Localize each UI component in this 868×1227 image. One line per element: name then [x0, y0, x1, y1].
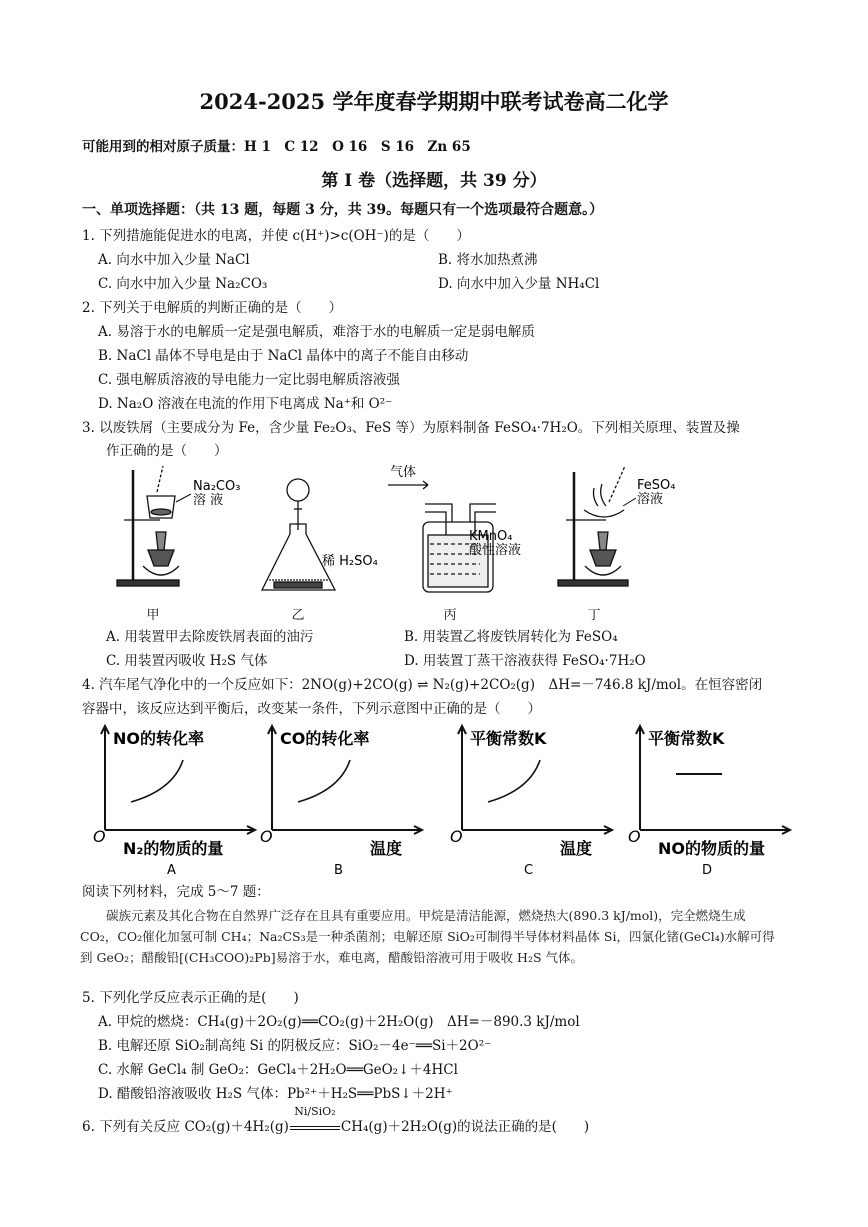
- q5-option-d: D. 醋酸铅溶液吸收 H₂S 气体：Pb²⁺＋H₂S══PbS↓＋2H⁺: [98, 1086, 453, 1102]
- q3-option-b: B. 用装置乙将废铁屑转化为 FeSO₄: [404, 629, 618, 645]
- graph-D-caption: D: [702, 863, 713, 878]
- graph-B-xlabel: 温度: [370, 839, 403, 858]
- graph-B-caption: B: [334, 863, 343, 878]
- q2-option-d: D. Na₂O 溶液在电流的作用下电离成 Na⁺和 O²⁻: [98, 396, 393, 412]
- q6-suffix: CH₄(g)＋2H₂O(g)的说法正确的是( ): [340, 1119, 590, 1135]
- q3-apparatus-figure: [0, 462, 868, 622]
- q5-option-a: A. 甲烷的燃烧：CH₄(g)＋2O₂(g)══CO₂(g)＋2H₂O(g) ΔH=－890.3 kJ/mol: [98, 1014, 580, 1030]
- caption-bing: 丙: [443, 608, 457, 623]
- graph-D-origin: O: [628, 827, 641, 846]
- graph-C-caption: C: [524, 863, 534, 878]
- apparatus-ding: [558, 466, 628, 586]
- caption-jia: 甲: [146, 608, 160, 623]
- q1-option-b: B. 将水加热煮沸: [438, 252, 538, 268]
- label-h2so4: 稀 H₂SO₄: [322, 554, 378, 569]
- q6-catalyst: Ni/SiO₂: [294, 1105, 336, 1118]
- caption-ding: 丁: [587, 608, 601, 623]
- q4-stem-line1: 4. 汽车尾气净化中的一个反应如下：2NO(g)+2CO(g) ⇌ N₂(g)+2CO₂(g) ΔH=－746.8 kJ/mol。在恒容密闭: [82, 677, 763, 693]
- graph-B-ylabel: CO的转化率: [280, 729, 370, 748]
- apparatus-jia: [117, 466, 179, 586]
- apparatus-yi: [262, 479, 335, 590]
- q2-option-b: B. NaCl 晶体不导电是由于 NaCl 晶体中的离子不能自由移动: [98, 348, 469, 364]
- section-title: 第 I 卷（选择题，共 39 分）: [321, 171, 547, 191]
- graph-C-origin: O: [450, 827, 463, 846]
- graph-A-xlabel: N₂的物质的量: [123, 839, 224, 858]
- q5-stem: 5. 下列化学反应表示正确的是( ): [82, 990, 299, 1006]
- graph-A-ylabel: NO的转化率: [113, 729, 204, 748]
- q3-stem-line1: 3. 以废铁屑（主要成分为 Fe，含少量 Fe₂O₃、FeS 等）为原料制备 FeSO₄·7H₂O。下列相关原理、装置及操: [82, 420, 740, 436]
- q3-stem-line2: 作正确的是（ ）: [106, 443, 228, 459]
- label-acid-solution: 酸性溶液: [469, 543, 522, 558]
- q1-option-a: A. 向水中加入少量 NaCl: [98, 252, 250, 268]
- q3-option-d: D. 用装置丁蒸干溶液获得 FeSO₄·7H₂O: [404, 653, 646, 669]
- q5-option-b: B. 电解还原 SiO₂制高纯 Si 的阴极反应：SiO₂－4e⁻══Si＋2O²⁻: [98, 1038, 492, 1054]
- q4-stem-line2: 容器中，该反应达到平衡后，改变某一条件，下列示意图中正确的是（ ）: [82, 701, 541, 717]
- label-feso4: FeSO₄: [637, 478, 676, 493]
- label-feso4-solution: 溶液: [637, 492, 664, 507]
- q3-option-a: A. 用装置甲去除废铁屑表面的油污: [106, 629, 314, 645]
- graph-D-ylabel: 平衡常数K: [648, 729, 725, 748]
- q1-stem: 1. 下列措施能促进水的电离，并使 c(H⁺)>c(OH⁻)的是（ ）: [82, 228, 470, 244]
- q2-option-a: A. 易溶于水的电解质一定是强电解质，难溶于水的电解质一定是弱电解质: [98, 324, 535, 340]
- graph-B-curve: [298, 760, 350, 802]
- q2-option-c: C. 强电解质溶液的导电能力一定比弱电解质溶液强: [98, 372, 400, 388]
- q1-option-c: C. 向水中加入少量 Na₂CO₃: [98, 276, 268, 292]
- exam-title: 2024-2025 学年度春学期期中联考试卷高二化学: [199, 89, 669, 114]
- q6-prefix: 6. 下列有关反应 CO₂(g)＋4H₂(g): [82, 1119, 289, 1135]
- q2-stem: 2. 下列关于电解质的判断正确的是（ ）: [82, 300, 343, 316]
- reading-intro: 阅读下列材料，完成 5～7 题：: [82, 884, 270, 900]
- graph-A-origin: O: [93, 827, 106, 846]
- label-na2co3: Na₂CO₃: [193, 479, 241, 494]
- label-qiti: 气体: [390, 465, 417, 480]
- reading-material: 碳族元素及其化合物在自然界广泛存在且具有重要应用。甲烷是清洁能源，燃烧热大(890.3 kJ/mol)，完全燃烧生成 CO₂，CO₂催化加氢可制 CH₄；Na₂CS₃是一种杀菌剂；电解还原 SiO₂可制得半导体材料晶体 Si，四氯化锗(GeCl₄)水解可得到 GeO₂；醋酸铅[(CH₃COO)₂Pb]易溶于水，难电离，醋酸铅溶液可用于吸收 H₂S 气体。: [80, 908, 775, 965]
- graph-C-ylabel: 平衡常数K: [470, 729, 547, 748]
- graph-C-curve: [488, 760, 540, 802]
- graph-C-xlabel: 温度: [560, 839, 593, 858]
- q5-option-c: C. 水解 GeCl₄ 制 GeO₂：GeCl₄＋2H₂O══GeO₂↓＋4HCl: [98, 1062, 458, 1078]
- label-kmno4: KMnO₄: [469, 529, 513, 544]
- atomic-masses: 可能用到的相对原子质量：H 1 C 12 O 16 S 16 Zn 65: [82, 139, 471, 155]
- graph-B-origin: O: [260, 827, 273, 846]
- q6-stem: [82, 1105, 590, 1136]
- q6-arrow: [289, 1105, 341, 1136]
- graph-D-xlabel: NO的物质的量: [658, 839, 765, 858]
- graph-A-caption: A: [167, 863, 176, 878]
- q1-option-d: D. 向水中加入少量 NH₄Cl: [438, 276, 600, 292]
- q3-option-c: C. 用装置丙吸收 H₂S 气体: [106, 653, 268, 669]
- label-rongye: 溶 液: [193, 493, 224, 508]
- graph-A-curve: [131, 760, 183, 802]
- part1-heading: 一、单项选择题：（共 13 题，每题 3 分，共 39。每题只有一个选项最符合题意。）: [82, 202, 604, 218]
- q4-graph-options: [0, 718, 868, 878]
- caption-yi: 乙: [291, 608, 305, 623]
